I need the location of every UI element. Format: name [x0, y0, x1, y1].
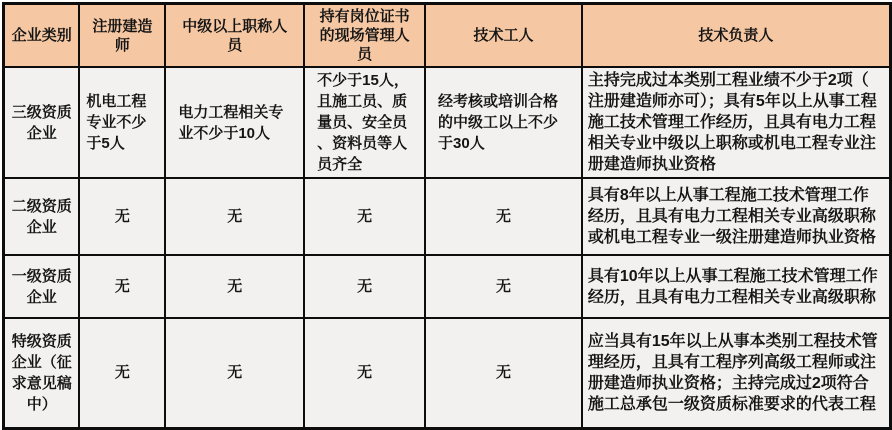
cell-registered-constructor: 无 — [79, 255, 165, 318]
cell-mid-level-title-staff: 电力工程相关专业不少于10人 — [165, 67, 304, 178]
cell-site-management-staff: 无 — [304, 318, 425, 428]
cell-technical-director: 具有8年以上从事工程施工技术管理工作经历，且具有电力工程相关专业高级职称或机电工程专业一级注册建造师执业资格 — [582, 178, 891, 255]
cell-category: 二级资质企业 — [4, 178, 80, 255]
cell-technical-director: 应当具有15年以上从事本类别工程技术管理经历，且具有工程序列高级工程师或注册建造师执业资格；主持完成过2项符合施工总承包一级资质标准要求的代表工程 — [582, 318, 891, 428]
header-mid-level-title-staff: 中级以上职称人员 — [165, 4, 304, 68]
cell-registered-constructor: 机电工程专业不少于5人 — [79, 67, 165, 178]
cell-category: 三级资质企业 — [4, 67, 80, 178]
cell-site-management-staff: 无 — [304, 255, 425, 318]
cell-site-management-staff: 不少于15人，且施工员、质量员、安全员、资料员等人员齐全 — [304, 67, 425, 178]
cell-registered-constructor: 无 — [79, 318, 165, 428]
cell-technical-workers: 无 — [425, 178, 582, 255]
cell-technical-director: 具有10年以上从事工程施工技术管理工作经历，且具有电力工程相关专业高级职称 — [582, 255, 891, 318]
row-level2-qualification — [4, 178, 891, 255]
row-level3-qualification — [4, 67, 891, 178]
cell-category: 特级资质企业（征求意见稿中） — [4, 318, 80, 428]
header-enterprise-category: 企业类别 — [4, 4, 80, 68]
cell-mid-level-title-staff: 无 — [165, 318, 304, 428]
cell-technical-workers: 无 — [425, 318, 582, 428]
header-technical-director: 技术负责人 — [582, 4, 891, 68]
cell-technical-workers: 经考核或培训合格的中级工以上不少于30人 — [425, 67, 582, 178]
cell-technical-director: 主持完成过本类别工程业绩不少于2项（注册建造师亦可）；具有5年以上从事工程施工技术管理工作经历，且具有电力工程相关专业中级以上职称或机电工程专业注册建造师执业资格 — [582, 67, 891, 178]
header-site-management-staff: 持有岗位证书的现场管理人员 — [304, 4, 425, 68]
cell-mid-level-title-staff: 无 — [165, 178, 304, 255]
header-row — [4, 4, 891, 68]
cell-mid-level-title-staff: 无 — [165, 255, 304, 318]
row-special-qualification — [4, 318, 891, 428]
cell-technical-workers: 无 — [425, 255, 582, 318]
qualification-requirements-table — [2, 2, 892, 430]
cell-site-management-staff: 无 — [304, 178, 425, 255]
cell-category: 一级资质企业 — [4, 255, 80, 318]
row-level1-qualification — [4, 255, 891, 318]
cell-registered-constructor: 无 — [79, 178, 165, 255]
header-technical-workers: 技术工人 — [425, 4, 582, 68]
header-registered-constructor: 注册建造师 — [79, 4, 165, 68]
